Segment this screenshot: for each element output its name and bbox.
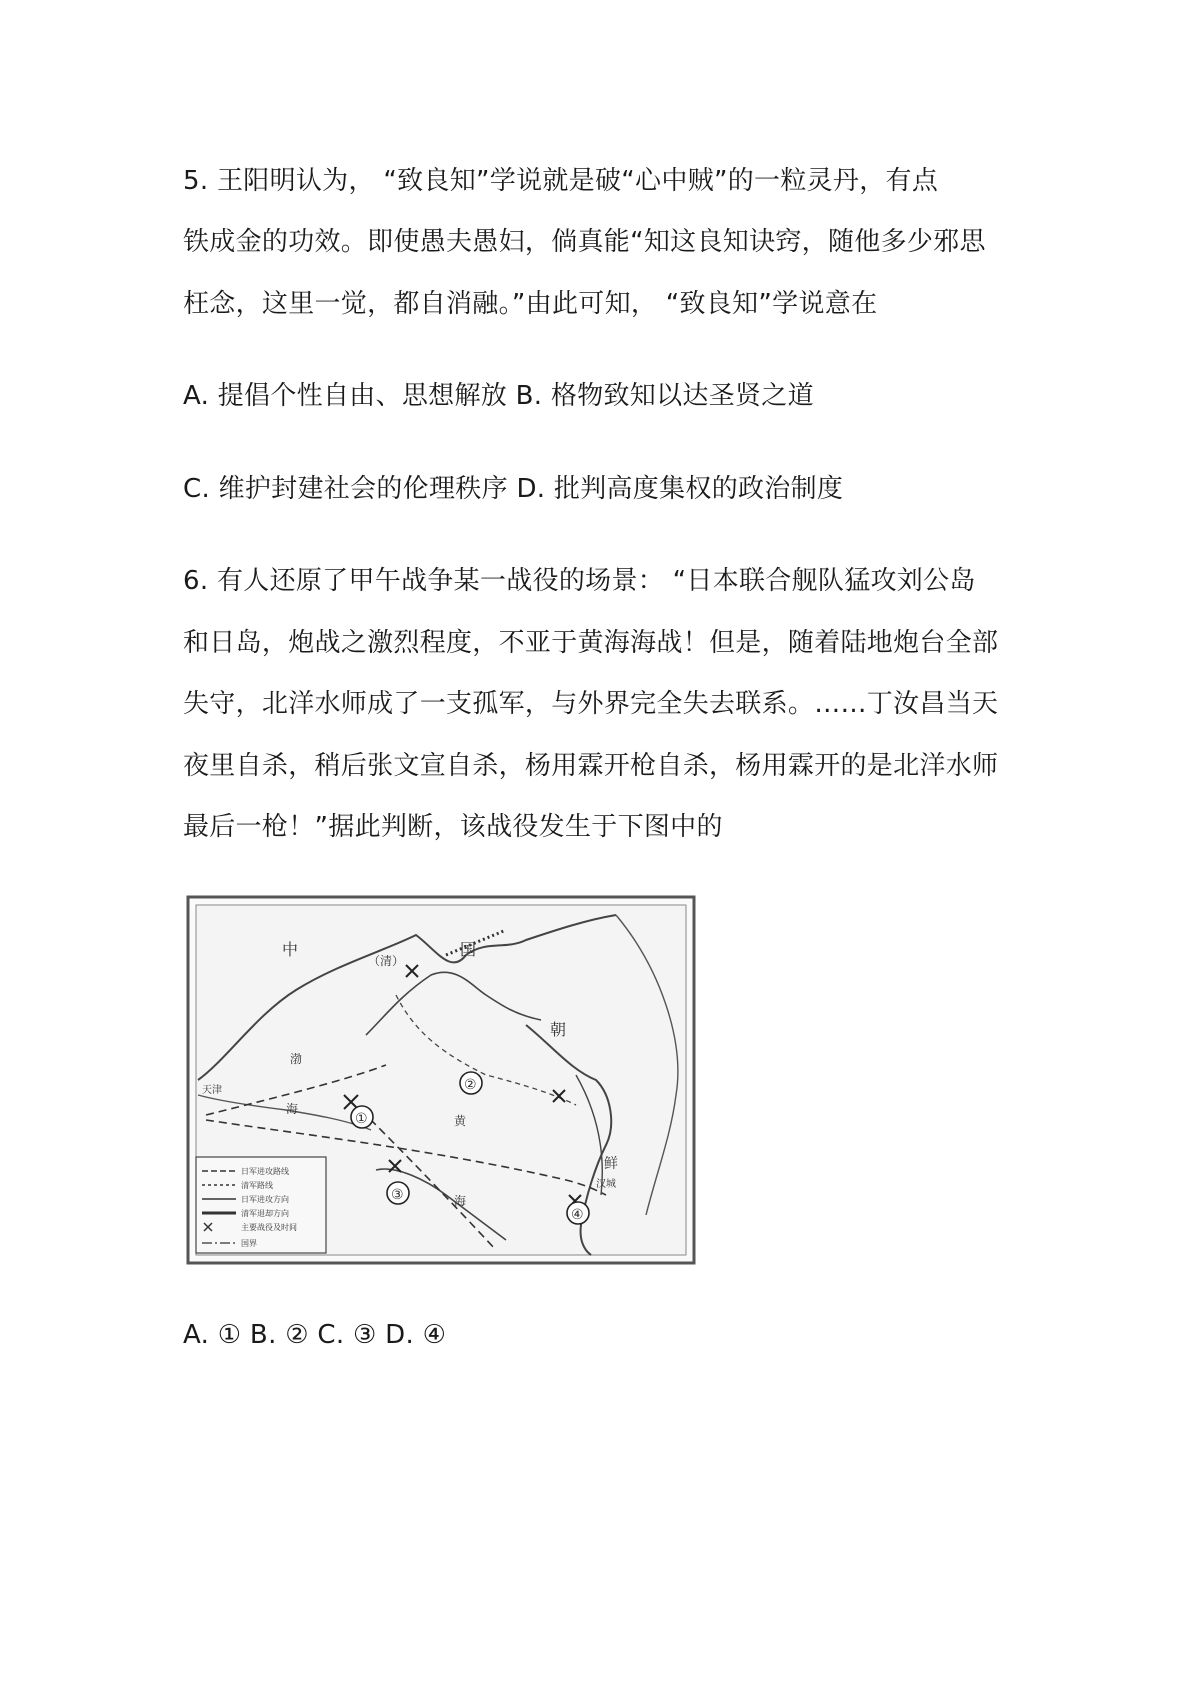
legend-1: 日军进攻路线 — [241, 1167, 289, 1176]
label-china: 中 — [282, 940, 299, 959]
q5-line-2: 铁成金的功效。即使愚夫愚妇，倘真能“知这良知诀窍，随他多少邪思 — [183, 227, 986, 257]
label-guo: 国 — [460, 940, 477, 959]
marker-2: ② — [464, 1077, 477, 1093]
q6-line-1: 6. 有人还原了甲午战争某一战役的场景： “日本联合舰队猛攻刘公岛 — [183, 566, 976, 596]
q5-line-3: 枉念，这里一觉，都自消融。”由此可知， “致良知”学说意在 — [183, 289, 878, 319]
legend-3: 日军进攻方向 — [241, 1195, 289, 1204]
marker-3: ③ — [391, 1187, 404, 1203]
legend-5: 主要战役及时间 — [241, 1223, 297, 1232]
q5-options-ab[interactable]: A. 提倡个性自由、思想解放 B. 格物致知以达圣贤之道 — [183, 381, 814, 411]
label-hanseng: 汉城 — [596, 1179, 616, 1190]
q6-line-4: 夜里自杀，稍后张文宣自杀，杨用霖开枪自杀，杨用霖开的是北洋水师 — [183, 751, 999, 781]
marker-1: ① — [355, 1111, 368, 1127]
q6-line-5: 最后一枪！”据此判断，该战役发生于下图中的 — [183, 812, 723, 842]
legend-2: 清军路线 — [241, 1181, 273, 1190]
q6-line-2: 和日岛，炮战之激烈程度，不亚于黄海海战！但是，随着陆地炮台全部 — [183, 628, 999, 658]
map-legend — [196, 1157, 326, 1253]
label-huang-hai: 海 — [454, 1194, 467, 1208]
marker-4: ④ — [571, 1207, 584, 1223]
label-tianjin: 天津 — [202, 1085, 222, 1096]
q6-line-3: 失守，北洋水师成了一支孤军，与外界完全失去联系。……丁汝昌当天 — [183, 689, 999, 719]
legend-4: 清军退却方向 — [241, 1209, 289, 1218]
q5-options-cd[interactable]: C. 维护封建社会的伦理秩序 D. 批判高度集权的政治制度 — [183, 474, 844, 504]
label-xian: 鲜 — [604, 1156, 618, 1172]
sino-japanese-war-map — [186, 895, 696, 1265]
label-chao: 朝 — [550, 1020, 567, 1039]
label-bo: 渤 — [290, 1052, 303, 1066]
label-huang: 黄 — [454, 1114, 467, 1128]
legend-6: 国界 — [241, 1239, 257, 1248]
q6-options[interactable]: A. ① B. ② C. ③ D. ④ — [183, 1320, 447, 1350]
q5-line-1: 5. 王阳明认为， “致良知”学说就是破“心中贼”的一粒灵丹，有点 — [183, 166, 939, 196]
label-bo-hai: 海 — [286, 1102, 299, 1116]
label-qing: （清） — [368, 954, 405, 968]
